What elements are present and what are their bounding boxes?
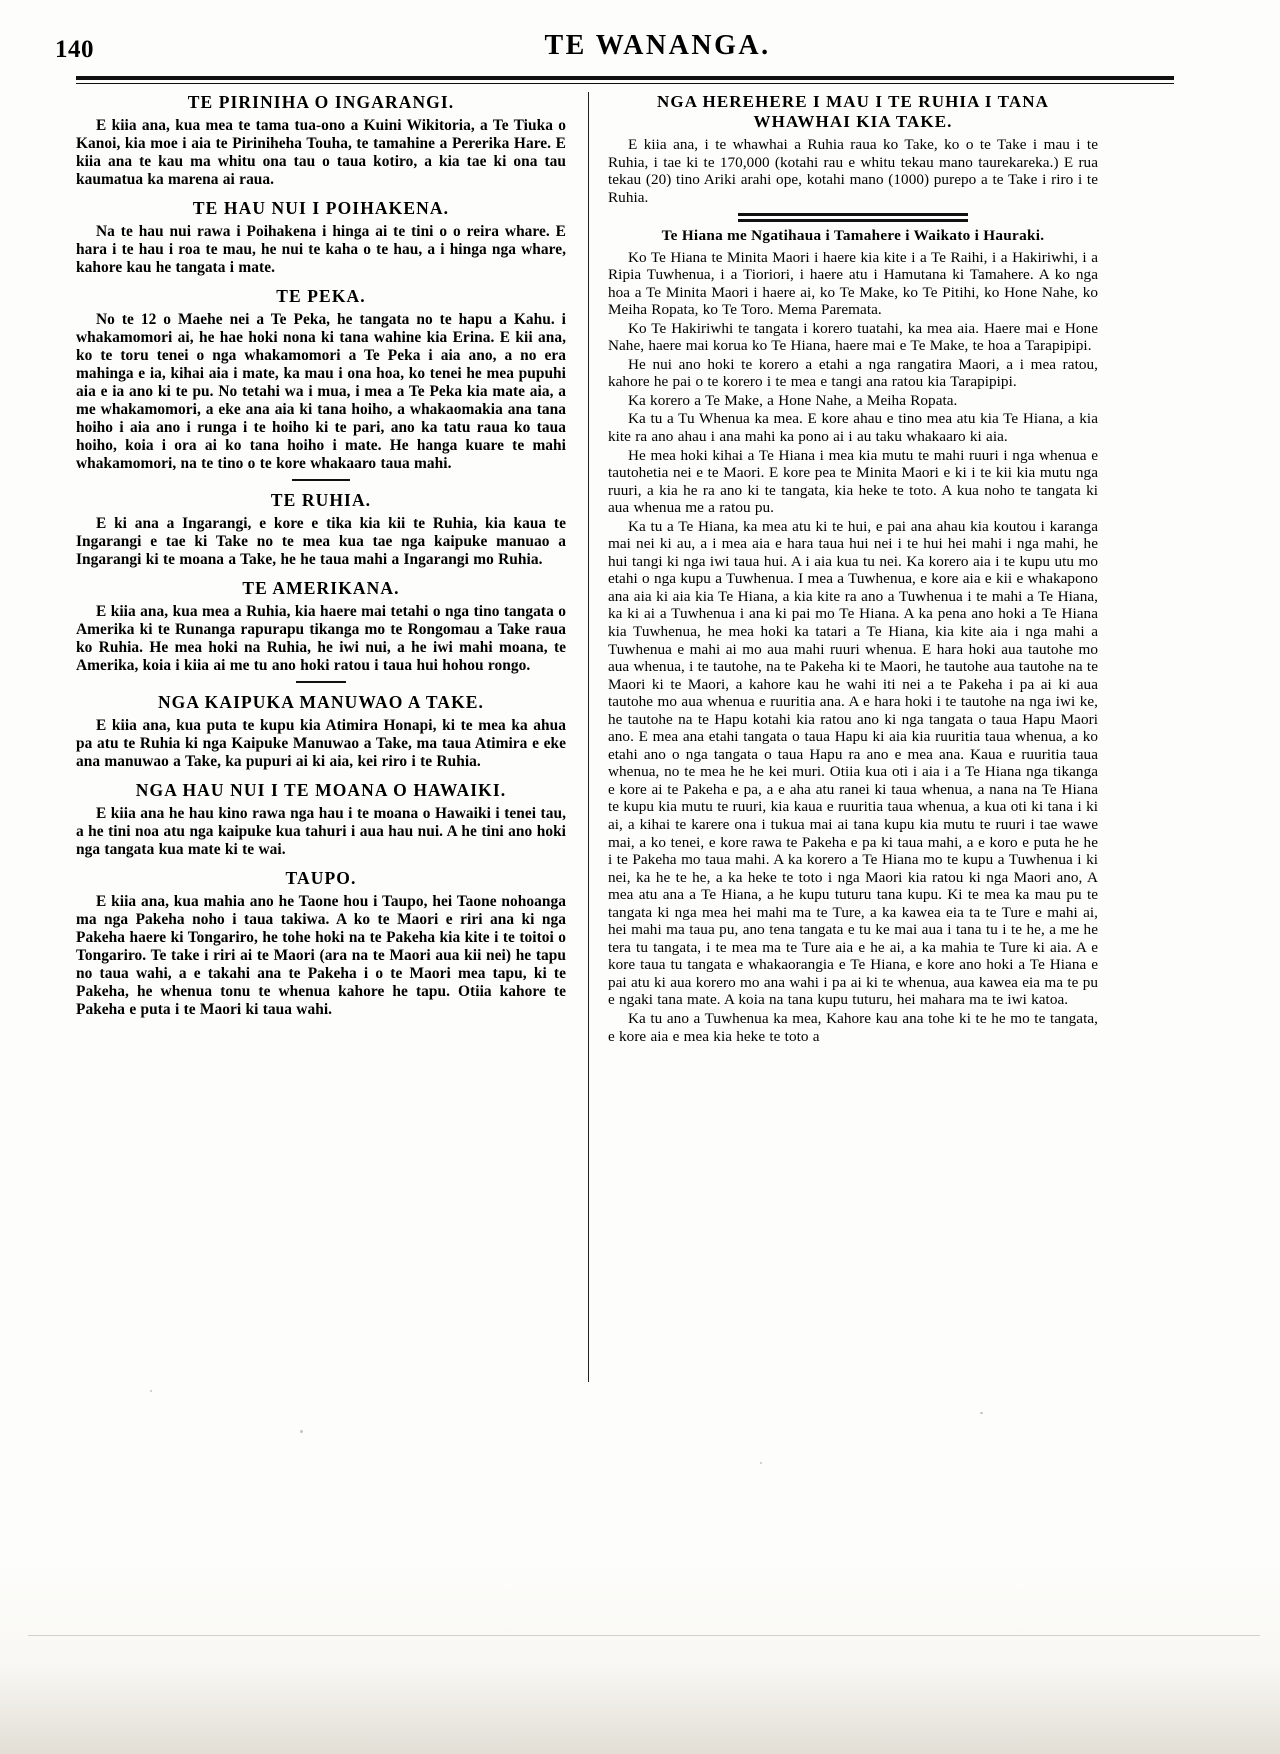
section-divider-double	[738, 213, 968, 222]
paper-speck	[300, 1430, 303, 1433]
page-title: TE WANANGA.	[544, 30, 771, 61]
article-heading-te-ruhia: TE RUHIA.	[270, 490, 372, 511]
article-paragraph: He nui ano hoki te korero a etahi a nga rangatira Maori, a i mea ratou, kahore he pai o te korero i te mea e tangi ana ratou kia Tarapipipi.	[608, 355, 1098, 391]
column-divider	[588, 92, 589, 1382]
article-heading-te-amerikana: TE AMERIKANA.	[242, 578, 400, 599]
article-paragraph: Ka tu ano a Tuwhenua ka mea, Kahore kau ana tohe ki te he mo te tangata, e kore aia e mea kia heke te toto a	[608, 1010, 1098, 1045]
article-paragraph: Ka tu a Te Hiana, ka mea atu ki te hui, e pai ana ahau kia koutou i karanga mai nei ki au, a i mea aia e hara taua hui nei i te hui hei mahi i nga mahi, he hui tangi ki nga iwi taua hui. A i aia kua tu nei. Ka korero aia i te kupu utu mo etahi o nga kupu a Tuwhenua. I mea a Tuwhenua, e kore aia e kii e whakapono ana aia ki aia kia Te Hiana, a kia kite ra ano a Tuwhenua i te mahi a Te Hiana, ka ki ai a Tuwhenua i ana ki pai mo Te Hiana. A ka pena ano hoki a Te Hiana kia Tuwhenua, he mea hoki ka tatari a Te Hiana, kia kite aia i nga mahi a Tuwhenua e mahi ai mo aua mahi ruuri whenua. E hara hoki aua tautohe mo aua whenua, i te tautohe, na te Pakeha ki te Maori, he tautohe aua tautohe na te Maori ki te Maori, a kahore kau he wahi iti nei a te Pakeha i pa ai ki aua tautohe mo aua whenua e ruuritia ana. A e hara hoki i te tautohe na nga iwi ke, he tautohe na te Hapu kotahi kia ratou ano ki nga tangata o taua Hapu Maori ano. E mea ana etahi tangata o taua Hapu ki aia kia ruuritia taua whenua, a ko etahi ano o nga tangata o taua Hapu ra ano e mea ana. Kaua e ruuritia taua whenua, no te mea he he kei muri. Otiia kua oti i aia i a Te Hiana nga tikanga e kore ai te Pakeha e pa, a e aha atu ranei ki taua whenua, a nana na Te Hiana te kupu kia mutu te ruuri, kia kaua e ruuritia taua whenua, a kua oti ki tana i ki ai, a kihai te karere ona i tukua mai ai tana kupu kia mutu te ruuri i tae wawe mai, a ko tenei, e kore rawa te Pakeha e pa ki taua mahi, a e koro e puta he he i te Pakeha mo taua mahi. A ka korero a Te Hiana mo te kupu a Tuwhenua i ki nei, ka he te he, a ka heke te toto i nga Maori kia ratou ki nga Maori ano, A mea atu ana a Te Hiana, a he kupu tuturu tana kupu. Ki te mea ka mau pu te tangata ki nga mea hei mahi ma te Ture, a ka kawea eia ta te Ture e mahi ai, hei mahi ma taua pu, ano tena tangata e tu ke mai aua i tana tu i te he, a me he tera tu tangata, i te mea ma te Ture aia e he ai, a ka mahia te Ture ki aia. A e kore taua tu tangata e whakaorangia e Te Hiana, e kore ano hoki a Te Hiana e pai atu ki aua korero mo ana wahi i pa ai ki te whenua, aua kawea eia ma te pu e ngaki tana mate. A koia na tana kupu tuturu, hei mahara ma te iwi katoa.	[608, 517, 1098, 1009]
article-paragraph: Ko Te Hiana te Minita Maori i haere kia kite i a Te Raihi, i a Hakiriwhi, i a Ripia Tuwhenua, i a Tioriori, i haere atu i Hamutana ki Tamahere. A ko nga hoa a Te Minita Maori i haere ai, ko Te Make, ko Te Pitihi, ko Hone Nahe, ko Meiha Ropata, ko Te Toro. Mema Paremata.	[608, 248, 1098, 319]
article-paragraph: E kiia ana, kua mea a Ruhia, kia haere mai tetahi o nga tino tangata o Amerika ki te Runanga rapurapu tikanga mo te Rongomau a Take raua ko Ruhia. He mea hoki na Ruhia, he iwi nui, a he iwi mahi moana, te Amerika, koia i kiia ai me tu ano hoki ratou i taua hui hohou rongo.	[76, 602, 566, 675]
article-paragraph: He mea hoki kihai a Te Hiana i mea kia mutu te mahi ruuri i nga whenua e tautohetia nei e te Maori. E kore pea te Minita Maori e ki i te kii kia mutu nga ruuri, a kia he ra ano ki te tangata, kia heke te toto. A kua noho te tangata ki aua whenua me a ratou pu.	[608, 446, 1098, 517]
article-heading-nga-hau-nui-hawaiki: NGA HAU NUI I TE MOANA O HAWAIKI.	[135, 780, 507, 801]
article-heading-te-peka: TE PEKA.	[276, 285, 366, 306]
section-divider	[296, 681, 346, 683]
paper-speck	[980, 1412, 983, 1414]
article-paragraph: No te 12 o Maehe nei a Te Peka, he tangata no te hapu a Kahu. i whakamomori ai, he hae hoki nona ki tana wahine kia Erina. E kii ana, ko te toru tenei o nga whakamomori a Te Peka i aia ano, a no era mahinga e ia, kihai aia i mate, ka mau i ona hoa, ko tenei he mea pupuhi aia e ia ano ki te pu. No tetahi wa i mua, i mea a Te Peka kia mate aia, a me whakamomori, a eke ana aia ki tana hoiho, a whakaomakia ana tana hoiho i aia ano i runga i te hoiho ki te pari, ano ka tatu raua ko taua hoiho, koia i ora ai ko tana hoiho i mate. He hanga kuare te mahi whakamomori, na te tino o te kore whakaaro taua mahi.	[76, 310, 566, 473]
article-paragraph: Ka korero a Te Make, a Hone Nahe, a Meiha Ropata.	[628, 391, 958, 409]
article-heading-hau-nui-poihakena: TE HAU NUI I POIHAKENA.	[192, 198, 450, 219]
article-subheading-te-hiana: Te Hiana me Ngatihaua i Tamahere i Waikato i Hauraki.	[661, 227, 1045, 245]
article-paragraph: E kiia ana, i te whawhai a Ruhia raua ko Take, ko o te Take i mau i te Ruhia, i tae ki te 170,000 (kotahi rau e whitu tekau mano taurekareka.) E rua tekau (20) tino Ariki arahi ope, kotahi mano (1000) purepo a te Take i riro i te Ruhia.	[608, 136, 1098, 206]
article-paragraph: E kiia ana, kua puta te kupu kia Atimira Honapi, ki te mea ka ahua pa atu te Ruhia ki nga Kaipuke Manuwao a Take, ma taua Atimira e eke ana manuwao a Take, ka pupuri ai ki aia, kei riro i te Ruhia.	[76, 717, 566, 771]
article-paragraph: Na te hau nui rawa i Poihakena i hinga ai te tini o o reira whare. E hara i te hau i roa te mau, he nui te kaha o te hau, a i hinga nga whare, kahore kau he tangata i mate.	[76, 222, 566, 276]
masthead	[55, 30, 1230, 80]
section-divider	[292, 479, 350, 481]
masthead-rule-thick	[76, 76, 1174, 80]
article-heading-piriniha: TE PIRINIHA O INGARANGI.	[187, 92, 455, 112]
article-heading-nga-herehere: NGA HEREHERE I MAU I TE RUHIA I TANA WHAWHAI KIA TAKE.	[657, 92, 1049, 132]
paper-speck	[760, 1462, 762, 1464]
article-heading-nga-kaipuka-manuwao: NGA KAIPUKA MANUWAO A TAKE.	[157, 692, 485, 713]
page-number: 140	[55, 36, 94, 63]
article-paragraph: Ka tu a Tu Whenua ka mea. E kore ahau e tino mea atu kia Te Hiana, a kia kite ra ano ahau i ana mahi ka pono ai i au taku whakaaro ki aia.	[608, 410, 1098, 445]
article-paragraph: E kiia ana he hau kino rawa nga hau i te moana o Hawaiki i tenei tau, a he tini noa atu nga kaipuke kua tahuri i aua hau nui. A he tini ano hoki nga tangata kua mate ki te wai.	[76, 804, 566, 859]
masthead-rule-thin	[76, 83, 1174, 84]
article-paragraph: E kiia ana, kua mahia ano he Taone hou i Taupo, hei Taone nohoanga ma nga Pakeha noho i taua takiwa. A ko te Maori e riri ana ki nga Pakeha haere ki Tongariro, he tohe hoki na te Pakeha kia kite i te toitoi o Tongariro. Te take i riri ai te Maori (ara na te Maori aua kii nei) he tapu no taua wahi, a e takahi ana te Pakeha i o te Maori mea tapu, ki te Pakeha, he whenua tonu te whenua kahore he tapu. Otiia kahore te Pakeha e puta i te Maori ki taua wahi.	[76, 892, 566, 1019]
article-paragraph: Ko Te Hakiriwhi te tangata i korero tuatahi, ka mea aia. Haere mai e Hone Nahe, haere mai korua ko Te Hiana, haere mai e Te Make, te hoa a Tarapipipi.	[608, 319, 1098, 355]
article-columns	[76, 92, 1174, 1382]
left-column	[76, 92, 566, 1382]
page-edge-shadow	[0, 1554, 1280, 1754]
right-column	[608, 92, 1098, 1382]
article-paragraph: E kiia ana, kua mea te tama tua-ono a Kuini Wikitoria, a Te Tiuka o Kanoi, kia moe i aia te Piriniheha Touha, te tamahine a Pererika Hare. E kiia ana te kau ma whitu ona tau o taua kotiro, a kia tae ki ona tau kaumatua ka marena ai raua.	[76, 116, 566, 188]
paper-speck	[150, 1390, 152, 1392]
article-paragraph: E ki ana a Ingarangi, e kore e tika kia kii te Ruhia, kia kaua te Ingarangi e tae ki Take no te mea kua tae nga kaipuke manuao a Ingarangi ki te moana a Take, he he taua mahi a Ingarangi mo Ruhia.	[76, 515, 566, 569]
article-heading-taupo: TAUPO.	[285, 868, 357, 889]
